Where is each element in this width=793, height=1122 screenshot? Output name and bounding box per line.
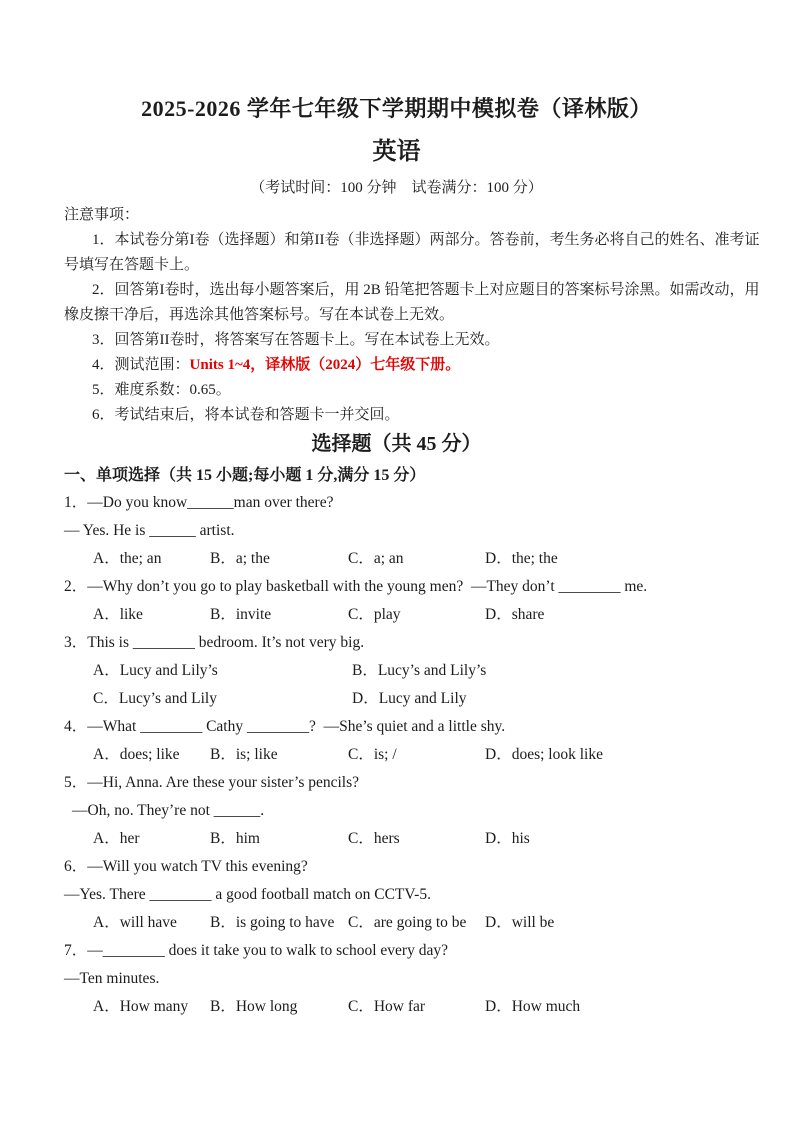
question-7-option-C: C．How far — [348, 998, 426, 1015]
notice-line: 6．考试结束后，将本试卷和答题卡一并交回。 — [92, 407, 400, 423]
section-title: 选择题（共 45 分） — [311, 433, 482, 455]
question-1-option-C: C．a; an — [348, 550, 404, 567]
question-3-option-A: A．Lucy and Lily’s — [93, 662, 218, 679]
question-6-option-D: D．will be — [485, 914, 555, 931]
notice-items — [64, 228, 760, 428]
notice-line: 1．本试卷分第I卷（选择题）和第II卷（非选择题）两部分。答卷前，考生务必将自己的姓名、准考证 — [92, 232, 760, 248]
question-6-line: —Yes. There ________ a good football match on CCTV-5. — [64, 886, 431, 903]
question-3-option-C: C．Lucy’s and Lily — [93, 690, 217, 707]
question-1-option-B: B．a; the — [210, 550, 270, 567]
question-4-option-C: C．is; / — [348, 746, 397, 763]
question-7-option-row — [64, 993, 744, 1021]
question-1-line: 1．—Do you know______man over there? — [64, 494, 334, 511]
question-7-option-B: B．How long — [210, 998, 298, 1015]
question-2-option-B: B．invite — [210, 606, 272, 623]
questions-section — [64, 489, 744, 1021]
question-2-option-C: C．play — [348, 606, 401, 623]
question-3-option-B: B．Lucy’s and Lily’s — [352, 662, 487, 679]
exam-title: 2025-2026 学年七年级下学期期中模拟卷（译林版） — [141, 96, 652, 121]
question-4-option-B: B．is; like — [210, 746, 278, 763]
question-6-option-B: B．is going to have — [210, 914, 335, 931]
question-2-option-D: D．share — [485, 606, 545, 623]
part-one-heading: 一、单项选择（共 15 小题;每小题 1 分,满分 15 分） — [64, 467, 426, 484]
question-2-option-row — [64, 601, 744, 629]
question-1-option-A: A．the; an — [93, 550, 162, 567]
question-3-option-row — [64, 657, 744, 685]
question-5-line: 5．—Hi, Anna. Are these your sister’s pencils? — [64, 774, 360, 791]
question-6-option-C: C．are going to be — [348, 914, 467, 931]
question-4-line: 4．—What ________ Cathy ________? —She’s quiet and a little shy. — [64, 718, 506, 735]
exam-subject: 英语 — [372, 139, 421, 165]
notice-line: 3．回答第II卷时，将答案写在答题卡上。写在本试卷上无效。 — [92, 332, 500, 348]
notice-scope-highlight: Units 1~4，译林版（2024）七年级下册。 — [189, 357, 461, 373]
notice-line: 4．测试范围：Units 1~4，译林版（2024）七年级下册。 — [92, 357, 461, 373]
question-5-line: —Oh, no. They’re not ______. — [72, 802, 265, 819]
question-7-option-A: A．How many — [93, 998, 189, 1015]
question-2-option-A: A．like — [93, 606, 143, 623]
question-7-line: 7．—________ does it take you to walk to school every day? — [64, 942, 448, 959]
notice-line: 2．回答第I卷时，选出每小题答案后，用 2B 铅笔把答题卡上对应题目的答案标号涂黑。如需改动，用 — [92, 282, 760, 298]
question-2-line: 2．—Why don’t you go to play basketball with the young men? —They don’t ________ me. — [64, 578, 648, 595]
question-4-option-D: D．does; look like — [485, 746, 603, 763]
question-6-option-row — [64, 909, 744, 937]
question-7-line: —Ten minutes. — [64, 970, 160, 987]
exam-info-line: （考试时间：100 分钟 试卷满分：100 分） — [250, 180, 543, 196]
question-3-line: 3．This is ________ bedroom. It’s not very big. — [64, 634, 365, 651]
question-5-option-C: C．hers — [348, 830, 400, 847]
question-7-option-D: D．How much — [485, 998, 581, 1015]
question-6-option-A: A．will have — [93, 914, 177, 931]
notice-section — [64, 203, 760, 428]
question-5-option-D: D．his — [485, 830, 530, 847]
question-4-option-row — [64, 741, 744, 769]
question-1-option-D: D．the; the — [485, 550, 558, 567]
notice-line: 5．难度系数：0.65。 — [92, 382, 231, 398]
question-3-option-row — [64, 685, 744, 713]
question-3-option-D: D．Lucy and Lily — [352, 690, 467, 707]
question-4-option-A: A．does; like — [93, 746, 180, 763]
question-5-option-row — [64, 825, 744, 853]
notice-heading: 注意事项： — [64, 207, 140, 223]
question-5-option-A: A．her — [93, 830, 140, 847]
notice-line: 号填写在答题卡上。 — [64, 257, 200, 273]
notice-line: 橡皮擦干净后，再选涂其他答案标号。写在本试卷上无效。 — [64, 307, 455, 323]
question-5-option-B: B．him — [210, 830, 260, 847]
question-1-line: — Yes. He is ______ artist. — [64, 522, 235, 539]
question-1-option-row — [64, 545, 744, 573]
question-6-line: 6．—Will you watch TV this evening? — [64, 858, 308, 875]
